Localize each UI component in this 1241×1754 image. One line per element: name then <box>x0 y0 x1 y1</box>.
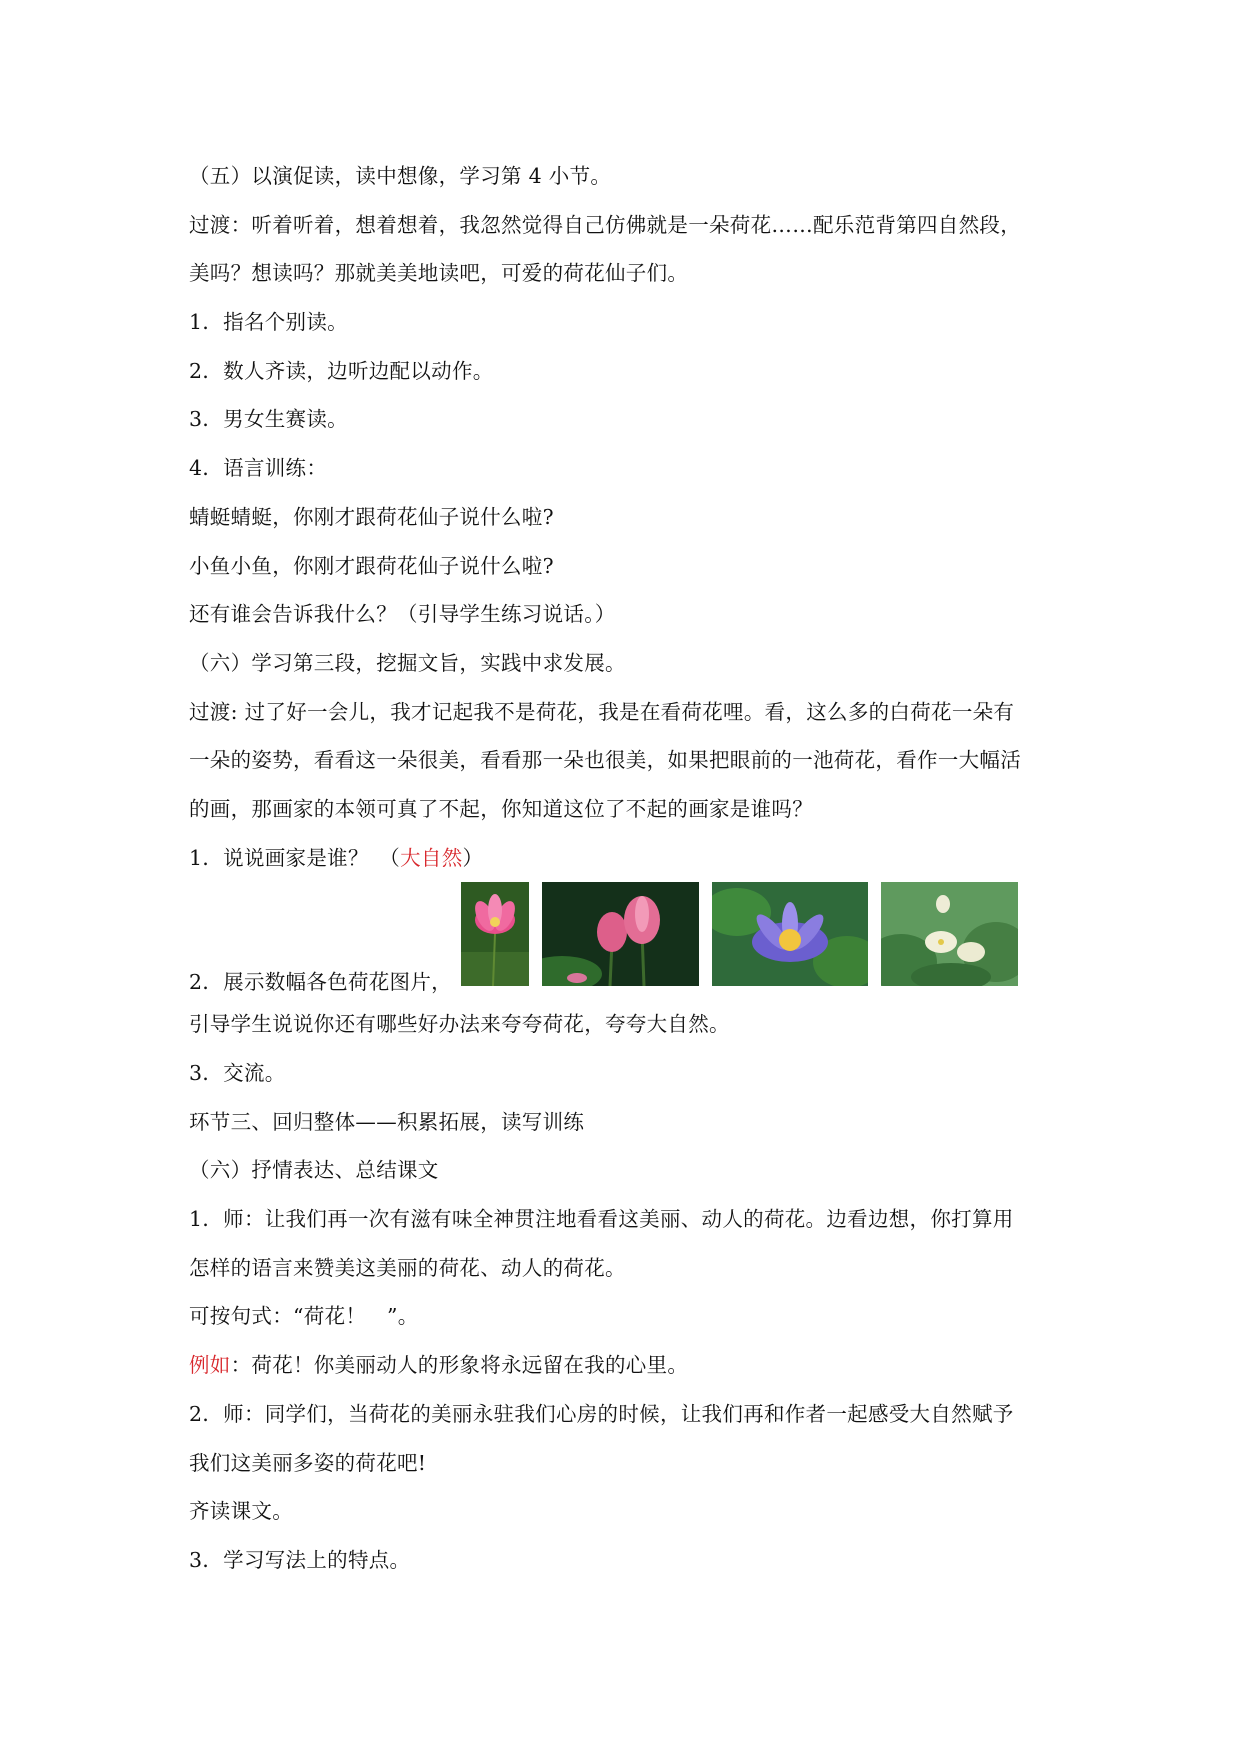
white-lotus-photo <box>881 882 1018 986</box>
who-else-question: 还有谁会告诉我什么？（引导学生练习说话。） <box>189 602 616 627</box>
section5-step4: 4．语言训练： <box>189 456 328 481</box>
example-line <box>189 1341 1055 1390</box>
section6-step1 <box>189 834 1055 883</box>
document-body <box>189 152 1055 1585</box>
part3-item2-line1: 2．师：同学们，当荷花的美丽永驻我们心房的时候，让我们再和作者一起感受大自然赋予 <box>189 1401 1014 1426</box>
part3-item1-line2: 怎样的语言来赞美这美丽的荷花、动人的荷花。 <box>189 1255 626 1280</box>
section6-transition-line3: 的画，那画家的本领可真了不起，你知道这位了不起的画家是谁吗？ <box>189 796 813 821</box>
part3-heading: 环节三、回归整体——积累拓展，读写训练 <box>189 1109 585 1134</box>
section5-heading: （五）以演促读，读中想像，学习第 4 小节。 <box>189 164 612 188</box>
section5-transition-line1: 过渡：听着听着，想着想着，我忽然觉得自己仿佛就是一朵荷花……配乐范背第四自然段， <box>189 212 1021 237</box>
section6-heading: （六）学习第三段，挖掘文旨，实践中求发展。 <box>189 650 626 675</box>
fish-question: 小鱼小鱼，你刚才跟荷花仙子说什么啦? <box>189 553 554 578</box>
part3-item3: 3．学习写法上的特点。 <box>189 1547 411 1572</box>
part3-sub-heading: （六）抒情表达、总结课文 <box>189 1158 439 1183</box>
step1-prefix: 1．说说画家是谁？ （ <box>189 845 401 870</box>
pink-lotus-buds-photo <box>542 882 699 986</box>
section6-transition-line1: 过渡: 过了好一会儿，我才记起我不是荷花，我是在看荷花哩。看，这么多的白荷花一朵有 <box>189 699 1015 724</box>
section5-transition-line2: 美吗？想读吗？那就美美地读吧，可爱的荷花仙子们。 <box>189 261 689 286</box>
read-aloud-line: 齐读课文。 <box>189 1499 293 1524</box>
step1-suffix: ） <box>462 845 484 870</box>
part3-item2-line2: 我们这美丽多姿的荷花吧! <box>189 1450 427 1475</box>
dragonfly-question: 蜻蜓蜻蜓，你刚才跟荷花仙子说什么啦? <box>189 504 554 529</box>
section6-guide: 引导学生说说你还有哪些好办法来夸夸荷花，夸夸大自然。 <box>189 1012 730 1037</box>
step1-answer: 大自然 <box>400 845 463 870</box>
section6-transition-line2: 一朵的姿势，看看这一朵很美，看看那一朵也很美，如果把眼前的一池荷花，看作一大幅活 <box>189 748 1021 773</box>
example-label: 例如 <box>189 1353 231 1378</box>
lotus-image-row <box>189 882 1055 1000</box>
purple-water-lily-photo <box>712 882 868 986</box>
part3-item1-line1: 1．师：让我们再一次有滋有味全神贯注地看看这美丽、动人的荷花。边看边想，你打算用 <box>189 1207 1014 1232</box>
section6-step2: 2．展示数幅各色荷花图片， <box>189 970 452 995</box>
section5-step1: 1．指名个别读。 <box>189 310 348 335</box>
section5-step3: 3．男女生赛读。 <box>189 407 348 432</box>
example-text: ：荷花！你美丽动人的形象将永远留在我的心里。 <box>230 1353 689 1378</box>
sentence-pattern: 可按句式：“荷花！ ”。 <box>189 1304 419 1329</box>
section5-step2: 2．数人齐读，边听边配以动作。 <box>189 358 494 383</box>
section6-step3: 3．交流。 <box>189 1061 286 1085</box>
pink-lotus-photo <box>461 882 529 986</box>
